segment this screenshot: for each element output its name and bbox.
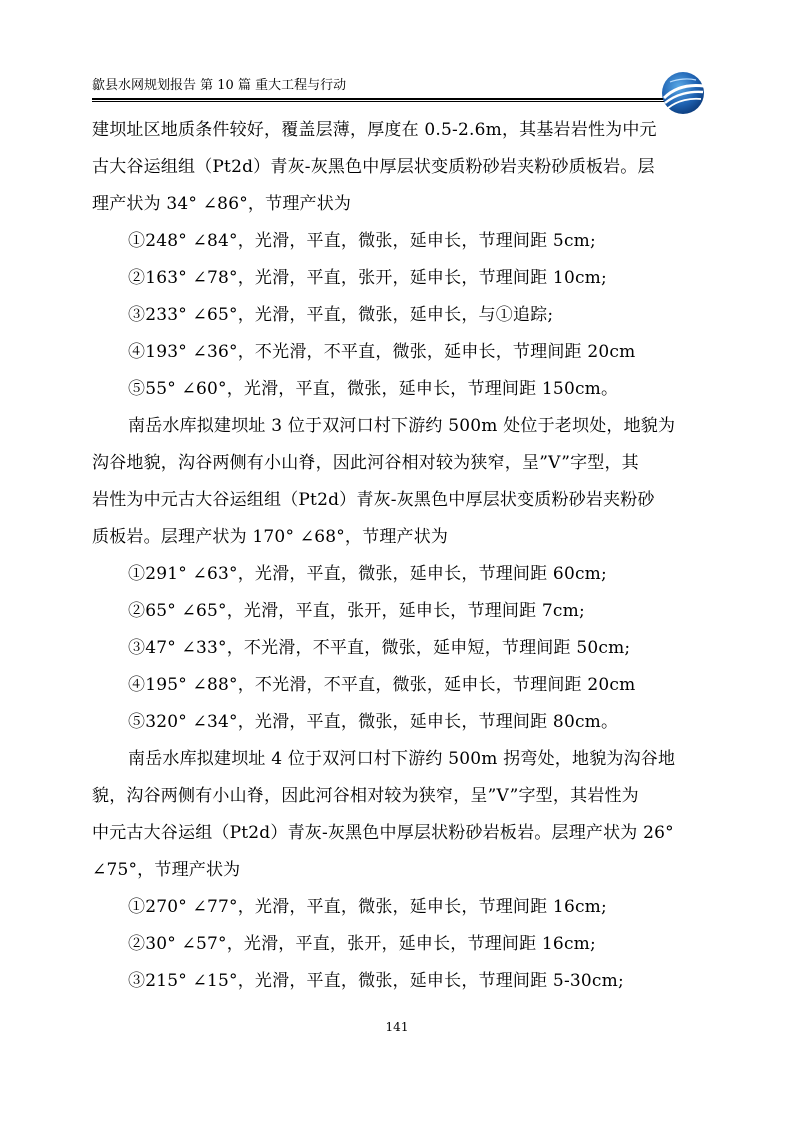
header-rule-thick — [92, 98, 672, 100]
text-line: 理产状为 34° ∠86°，节理产状为 — [92, 194, 352, 214]
header-rule-thin — [92, 101, 672, 102]
text-line: 古大谷运组组（Pt2d）青灰-灰黑色中厚层状变质粉砂岩夹粉砂质板岩。层 — [92, 157, 655, 177]
globe-logo-icon — [660, 70, 706, 116]
text-line: ②163° ∠78°，光滑，平直，张开，延申长，节理间距 10cm; — [128, 268, 607, 288]
text-line: ③215° ∠15°，光滑，平直，微张，延申长，节理间距 5-30cm; — [128, 971, 624, 991]
text-line: 岩性为中元古大谷运组组（Pt2d）青灰-灰黑色中厚层状变质粉砂岩夹粉砂 — [92, 490, 655, 510]
text-line: 貌，沟谷两侧有小山脊，因此河谷相对较为狭窄，呈”V”字型，其岩性为 — [92, 786, 639, 806]
text-line: ⑤55° ∠60°，光滑，平直，微张，延申长，节理间距 150cm。 — [128, 379, 619, 399]
text-line: ①270° ∠77°，光滑，平直，微张，延申长，节理间距 16cm; — [128, 897, 607, 917]
page-header — [92, 78, 672, 100]
text-line: ∠75°，节理产状为 — [92, 860, 241, 880]
text-line: ②65° ∠65°，光滑，平直，张开，延申长，节理间距 7cm; — [128, 601, 585, 621]
text-line: 建坝址区地质条件较好，覆盖层薄，厚度在 0.5-2.6m，其基岩岩性为中元 — [92, 120, 657, 140]
page-number: 141 — [385, 1020, 409, 1034]
document-body — [92, 112, 704, 1000]
text-line: 中元古大谷运组（Pt2d）青灰-灰黑色中厚层状粉砂岩板岩。层理产状为 26° — [92, 823, 674, 843]
text-line: ③47° ∠33°，不光滑，不平直，微张，延申短，节理间距 50cm; — [128, 638, 631, 658]
text-line: ④193° ∠36°，不光滑，不平直，微张，延申长，节理间距 20cm — [128, 342, 636, 362]
text-line: ④195° ∠88°，不光滑，不平直，微张，延申长，节理间距 20cm — [128, 675, 636, 695]
text-line: 质板岩。层理产状为 170° ∠68°，节理产状为 — [92, 527, 449, 547]
text-line: ②30° ∠57°，光滑，平直，张开，延申长，节理间距 16cm; — [128, 934, 596, 954]
text-line: ①248° ∠84°，光滑，平直，微张，延申长，节理间距 5cm; — [128, 231, 596, 251]
text-line: 南岳水库拟建坝址 3 位于双河口村下游约 500m 处位于老坝处，地貌为 — [128, 416, 676, 436]
text-line: 南岳水库拟建坝址 4 位于双河口村下游约 500m 拐弯处，地貌为沟谷地 — [128, 749, 676, 769]
text-line: 沟谷地貌，沟谷两侧有小山脊，因此河谷相对较为狭窄，呈”V”字型，其 — [92, 453, 639, 473]
header-title: 歙县水网规划报告 第 10 篇 重大工程与行动 — [92, 78, 347, 93]
text-line: ⑤320° ∠34°，光滑，平直，微张，延申长，节理间距 80cm。 — [128, 712, 619, 732]
text-line: ③233° ∠65°，光滑，平直，微张，延申长，与①追踪; — [128, 305, 554, 325]
text-line: ①291° ∠63°，光滑，平直，微张，延申长，节理间距 60cm; — [128, 564, 607, 584]
